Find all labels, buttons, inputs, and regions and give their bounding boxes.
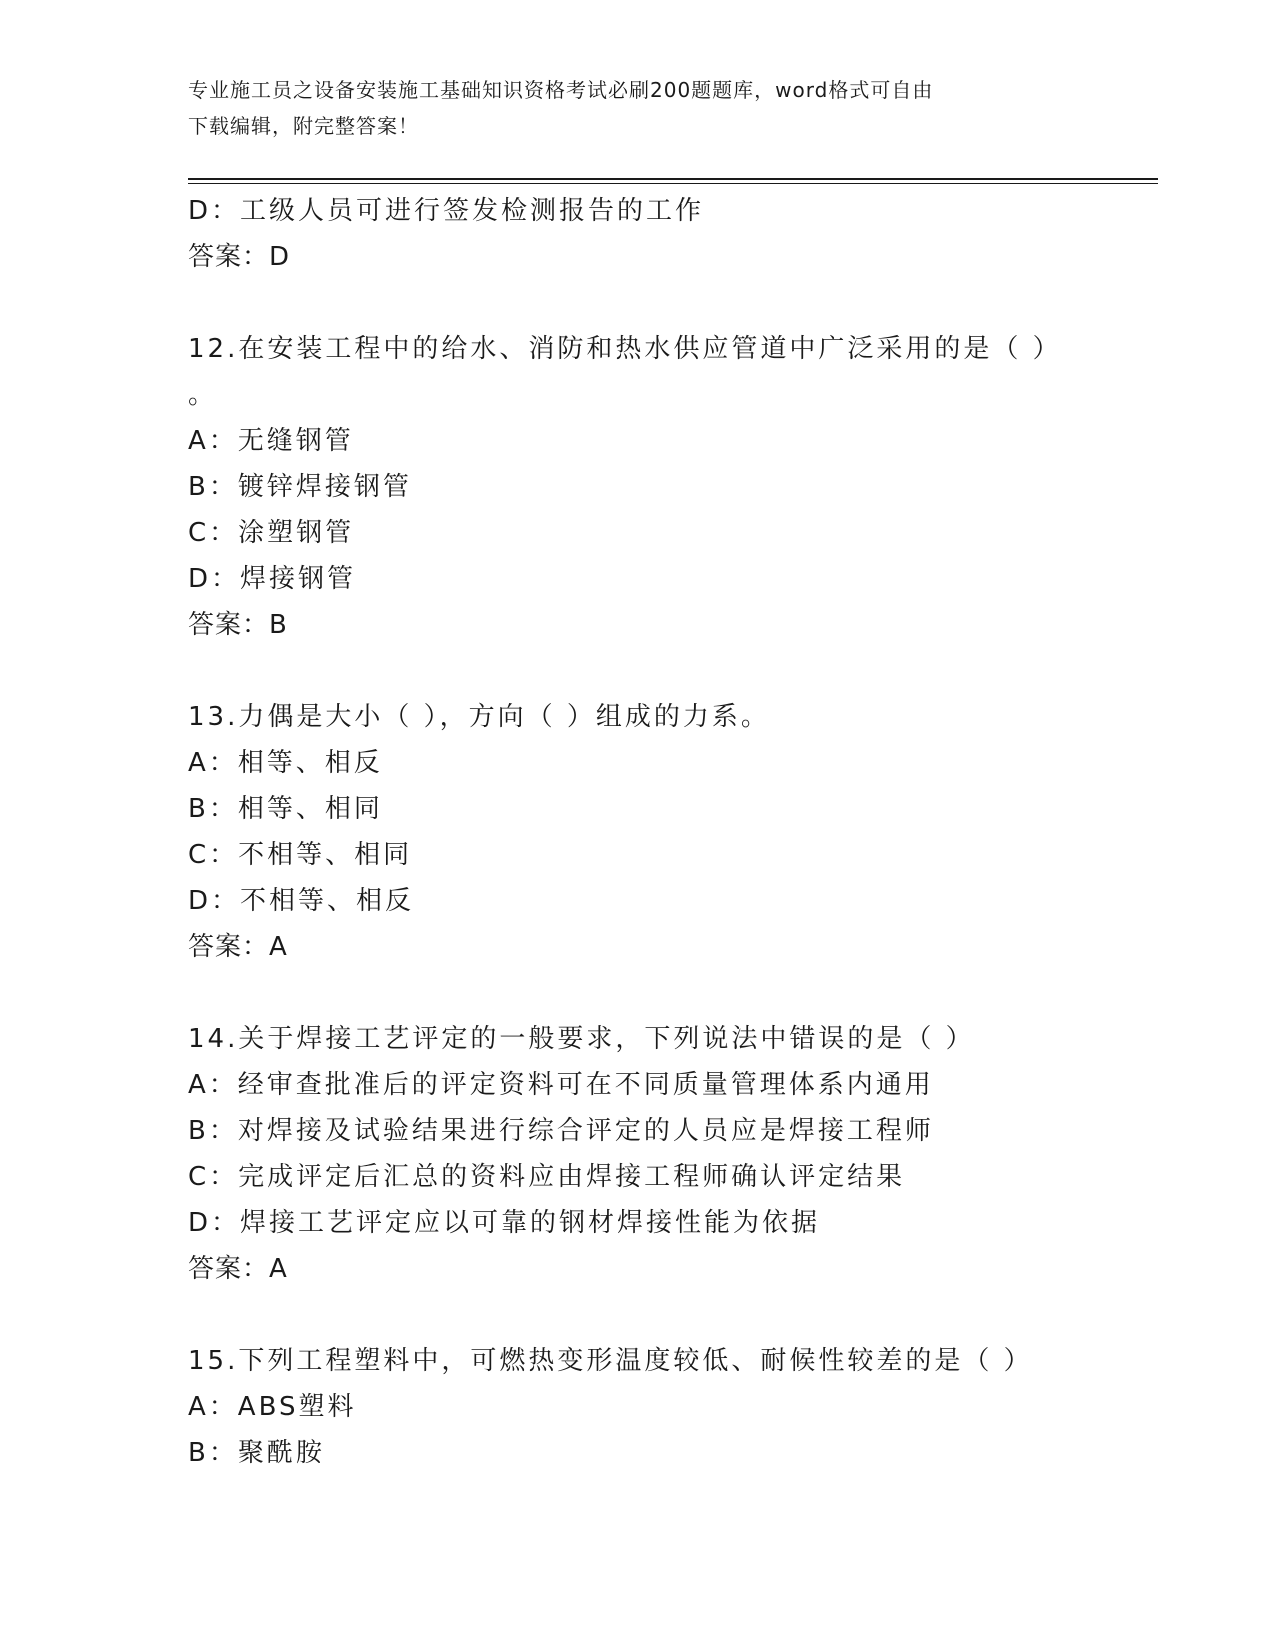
option-a: A：无缝钢管 — [188, 426, 354, 456]
option-d: D：不相等、相反 — [188, 886, 415, 916]
option-b: B：相等、相同 — [188, 794, 383, 824]
answer-line: 答案：B — [188, 610, 288, 640]
question-stem-continued: 。 — [188, 380, 218, 410]
spacer — [188, 1292, 1088, 1338]
option-d: D：焊接工艺评定应以可靠的钢材焊接性能为依据 — [188, 1208, 821, 1238]
option-a: A：经审查批准后的评定资料可在不同质量管理体系内通用 — [188, 1070, 934, 1100]
option-b: B：镀锌焊接钢管 — [188, 472, 412, 502]
option-c: C：完成评定后汇总的资料应由焊接工程师确认评定结果 — [188, 1162, 906, 1192]
question-12 — [188, 326, 1088, 648]
option-d: D：焊接钢管 — [188, 564, 357, 594]
question-13 — [188, 694, 1088, 970]
prev-question-tail — [188, 188, 1088, 280]
answer-line: 答案：A — [188, 932, 288, 962]
header-line-1: 专业施工员之设备安装施工基础知识资格考试必刷200题题库，word格式可自由 — [188, 78, 934, 102]
header-divider-thin — [188, 183, 1158, 184]
option-b: B：聚酰胺 — [188, 1438, 325, 1468]
question-stem: 14.关于焊接工艺评定的一般要求，下列说法中错误的是（ ） — [188, 1024, 975, 1054]
header-divider — [188, 178, 1158, 180]
question-stem: 15.下列工程塑料中，可燃热变形温度较低、耐候性较差的是（ ） — [188, 1346, 1033, 1376]
option-c: C：涂塑钢管 — [188, 518, 355, 548]
option-d: D：工级人员可进行签发检测报告的工作 — [188, 196, 705, 226]
option-a: A：ABS塑料 — [188, 1392, 357, 1422]
header-line-2: 下载编辑，附完整答案！ — [188, 114, 419, 138]
question-15 — [188, 1338, 1088, 1476]
option-c: C：不相等、相同 — [188, 840, 413, 870]
document-body — [188, 188, 1088, 1476]
answer-line: 答案：D — [188, 242, 291, 272]
question-stem: 13.力偶是大小（ ），方向（ ）组成的力系。 — [188, 702, 770, 732]
spacer — [188, 970, 1088, 1016]
document-header — [188, 72, 1068, 144]
spacer — [188, 280, 1088, 326]
answer-line: 答案：A — [188, 1254, 288, 1284]
question-14 — [188, 1016, 1088, 1292]
spacer — [188, 648, 1088, 694]
option-a: A：相等、相反 — [188, 748, 383, 778]
option-b: B：对焊接及试验结果进行综合评定的人员应是焊接工程师 — [188, 1116, 934, 1146]
question-stem: 12.在安装工程中的给水、消防和热水供应管道中广泛采用的是（ ） — [188, 334, 1062, 364]
